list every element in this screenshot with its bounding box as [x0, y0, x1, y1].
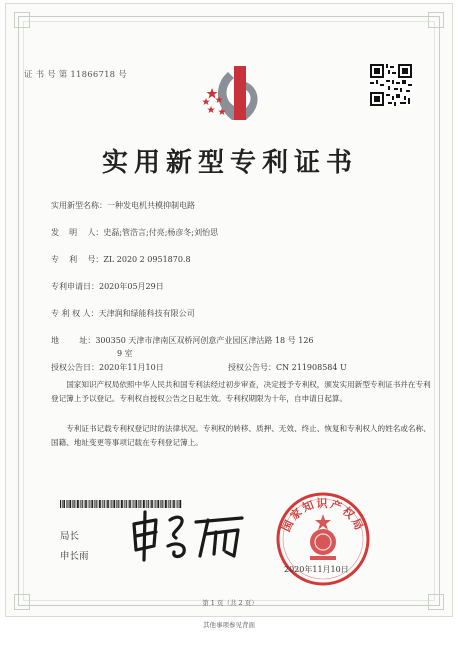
certificate-number-label: 证 书 号 第 [24, 70, 68, 80]
handwritten-signature-icon [130, 510, 248, 562]
back-note: 其他事项参见背面 [203, 621, 255, 629]
barcode-icon [60, 500, 182, 508]
seal-arc-text [274, 492, 372, 552]
certificate-number-suffix: 号 [118, 70, 127, 80]
field-inventors [51, 227, 218, 238]
field-label: 授权公告日： [51, 363, 99, 372]
emblem-star [202, 98, 210, 105]
field-value: 一种发电机共模抑制电路 [107, 201, 195, 210]
corner-ornament [14, 12, 30, 28]
seal-arc-label: 国家知识产权局 [279, 497, 367, 534]
field-label: 专 利 权 人： [51, 309, 99, 318]
certificate-number-value: 11866718 [70, 70, 116, 80]
page-title: 实用新型专利证书 [101, 148, 358, 178]
field-value: CN 211908584 U [276, 363, 347, 372]
field-value: 2020年05月29日 [99, 282, 164, 291]
body-paragraph: 国家知识产权局依照中华人民共和国专利法经过初步审查，决定授予专利权，颁发实用新型专利证书并在专利登记簿上予以登记。专利权自授权公告之日起生效。专利权期限为十年，自申请日起算。 [51, 380, 431, 403]
body-paragraph: 专利证书记载专利权登记时的法律状况。专利权的转移、质押、无效、终止、恢复和专利权人的姓名或名称、国籍、地址变更等事项记载在专利登记簿上。 [51, 424, 431, 447]
emblem-red-bar [234, 66, 246, 120]
field-patentee [51, 308, 195, 319]
director-title: 局长 [60, 531, 80, 542]
cnipa-emblem-icon [184, 62, 274, 126]
emblem-star [207, 106, 215, 113]
field-address-line2 [117, 348, 133, 359]
director-name: 申长雨 [60, 551, 89, 562]
field-label: 实用新型名称： [51, 201, 107, 210]
field-patent-number [51, 254, 191, 265]
page-indicator: 第 1 页（共 2 页） [202, 599, 258, 607]
field-address [51, 335, 314, 346]
field-value: 300350 天津市津南区双桥河创意产业园区津沽路 18 号 126 [95, 336, 314, 345]
field-filing-date [51, 281, 164, 292]
certificate-sheet [5, 3, 453, 617]
field-value: 天津润和绿能科技有限公司 [98, 309, 195, 318]
emblem-star [207, 88, 218, 99]
field-label: 授权公告号： [228, 363, 276, 372]
field-value: 2020年11月10日 [99, 363, 164, 372]
field-value: ZL 2020 2 0951870.8 [103, 255, 191, 264]
corner-ornament [428, 12, 444, 28]
field-label: 专利申请日： [51, 282, 99, 291]
field-utility-model-name [51, 200, 195, 211]
field-label: 地 址： [51, 336, 96, 345]
qr-code-icon [370, 64, 412, 106]
seal-date: 2020年11月10日 [284, 565, 349, 574]
field-label: 专 利 号： [51, 255, 104, 264]
field-value: 9 室 [117, 349, 133, 358]
field-grant-number [228, 362, 347, 373]
certificate-number [24, 68, 127, 80]
field-grant-date [51, 362, 164, 373]
field-value: 史磊;管浩言;付亮;杨彦冬;刘怡思 [103, 228, 219, 237]
field-label: 发 明 人： [51, 228, 104, 237]
emblem-grey-curve-right [246, 82, 258, 120]
svg-text:国家知识产权局 [279, 496, 366, 534]
seal-text [274, 492, 372, 552]
